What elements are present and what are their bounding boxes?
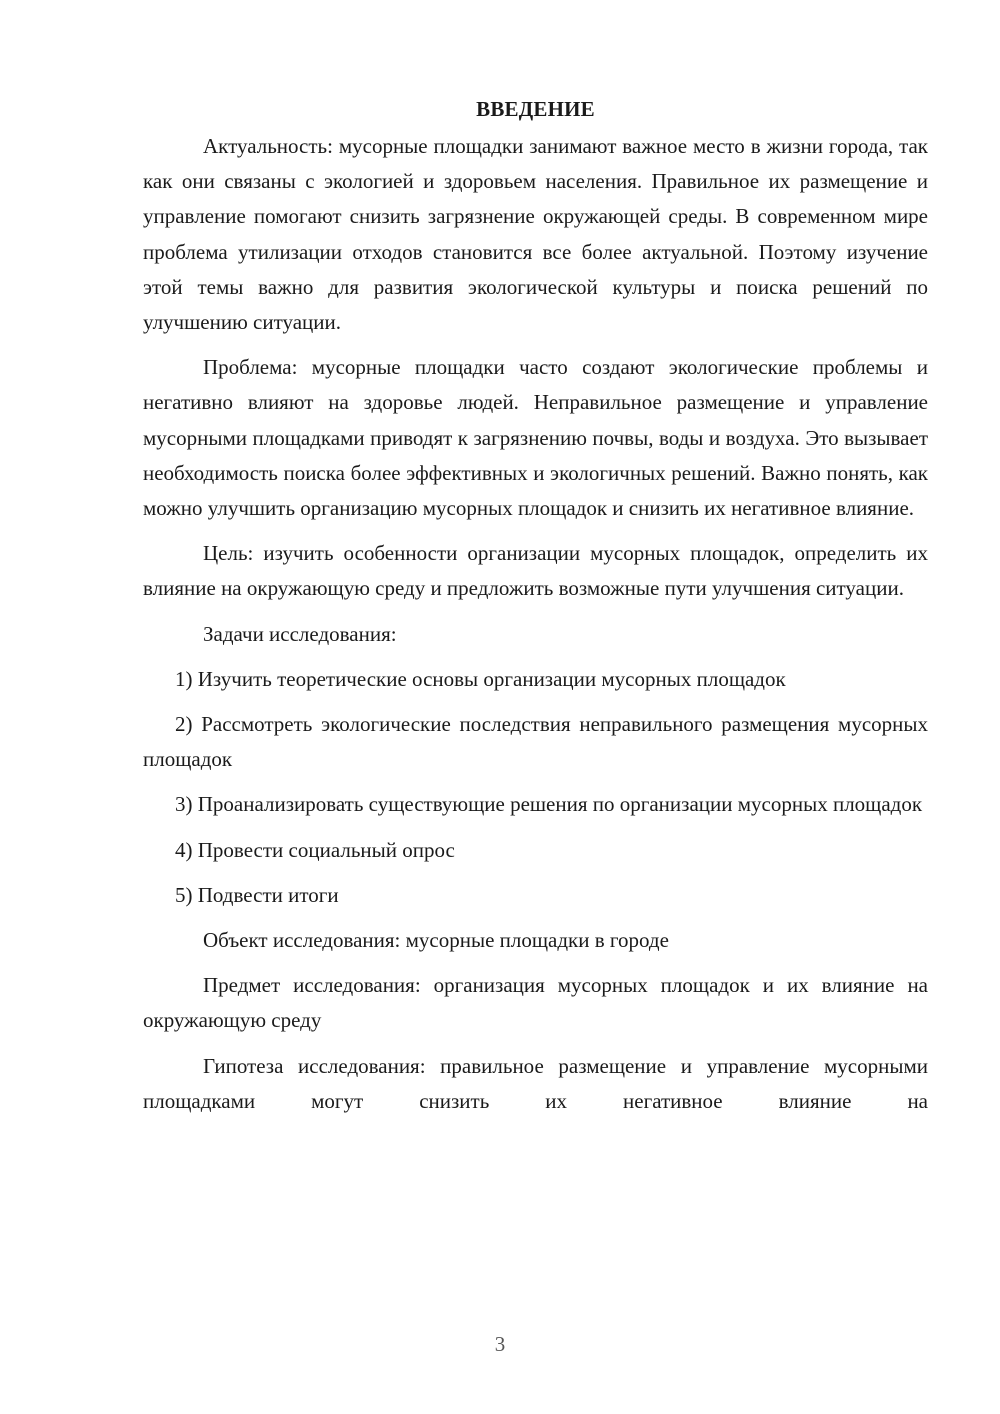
paragraph-problem: Проблема: мусорные площадки часто создают экологические проблемы и негативно влияют на здоровье людей. Неправильное размещение и управление мусорными площадками приводят к загрязнению почвы, воды и воздуха. Это вызывает необходимость поиска более эффективных и экологичных решений. Важно понять, как можно улучшить организацию мусорных площадок и снизить их негативное влияние. (143, 355, 928, 521)
document-page (143, 92, 928, 1129)
task-item: 1) Изучить теоретические основы организации мусорных площадок (175, 666, 786, 691)
task-item: 5) Подвести итоги (175, 882, 339, 907)
paragraph-relevance: Актуальность: мусорные площадки занимают важное место в жизни города, так как они связаны с экологией и здоровьем населения. Правильное их размещение и управление помогают снизить загрязнение окружающей среды. В современном мире проблема утилизации отходов становится все более актуальной. Поэтому изучение этой темы важно для развития экологической культуры и поиска решений по улучшению ситуации. (143, 134, 928, 335)
page-title: ВВЕДЕНИЕ (476, 97, 595, 121)
page-number: 3 (494, 1332, 506, 1356)
paragraph-object: Объект исследования: мусорные площадки в городе (203, 928, 669, 953)
task-item: 2) Рассмотреть экологические последствия неправильного размещения мусорных площадок (143, 712, 928, 772)
paragraph-hypothesis: Гипотеза исследования: правильное размещение и управление мусорными площадками могут снизить их негативное влияние на (143, 1053, 928, 1113)
tasks-heading: Задачи исследования: (203, 621, 397, 646)
task-item: 3) Проанализировать существующие решения по организации мусорных площадок (175, 792, 923, 817)
paragraph-subject: Предмет исследования: организация мусорных площадок и их влияние на окружающую среду (143, 973, 928, 1033)
paragraph-goal: Цель: изучить особенности организации мусорных площадок, определить их влияние на окружающую среду и предложить возможные пути улучшения ситуации. (143, 541, 928, 601)
task-item: 4) Провести социальный опрос (175, 837, 455, 862)
